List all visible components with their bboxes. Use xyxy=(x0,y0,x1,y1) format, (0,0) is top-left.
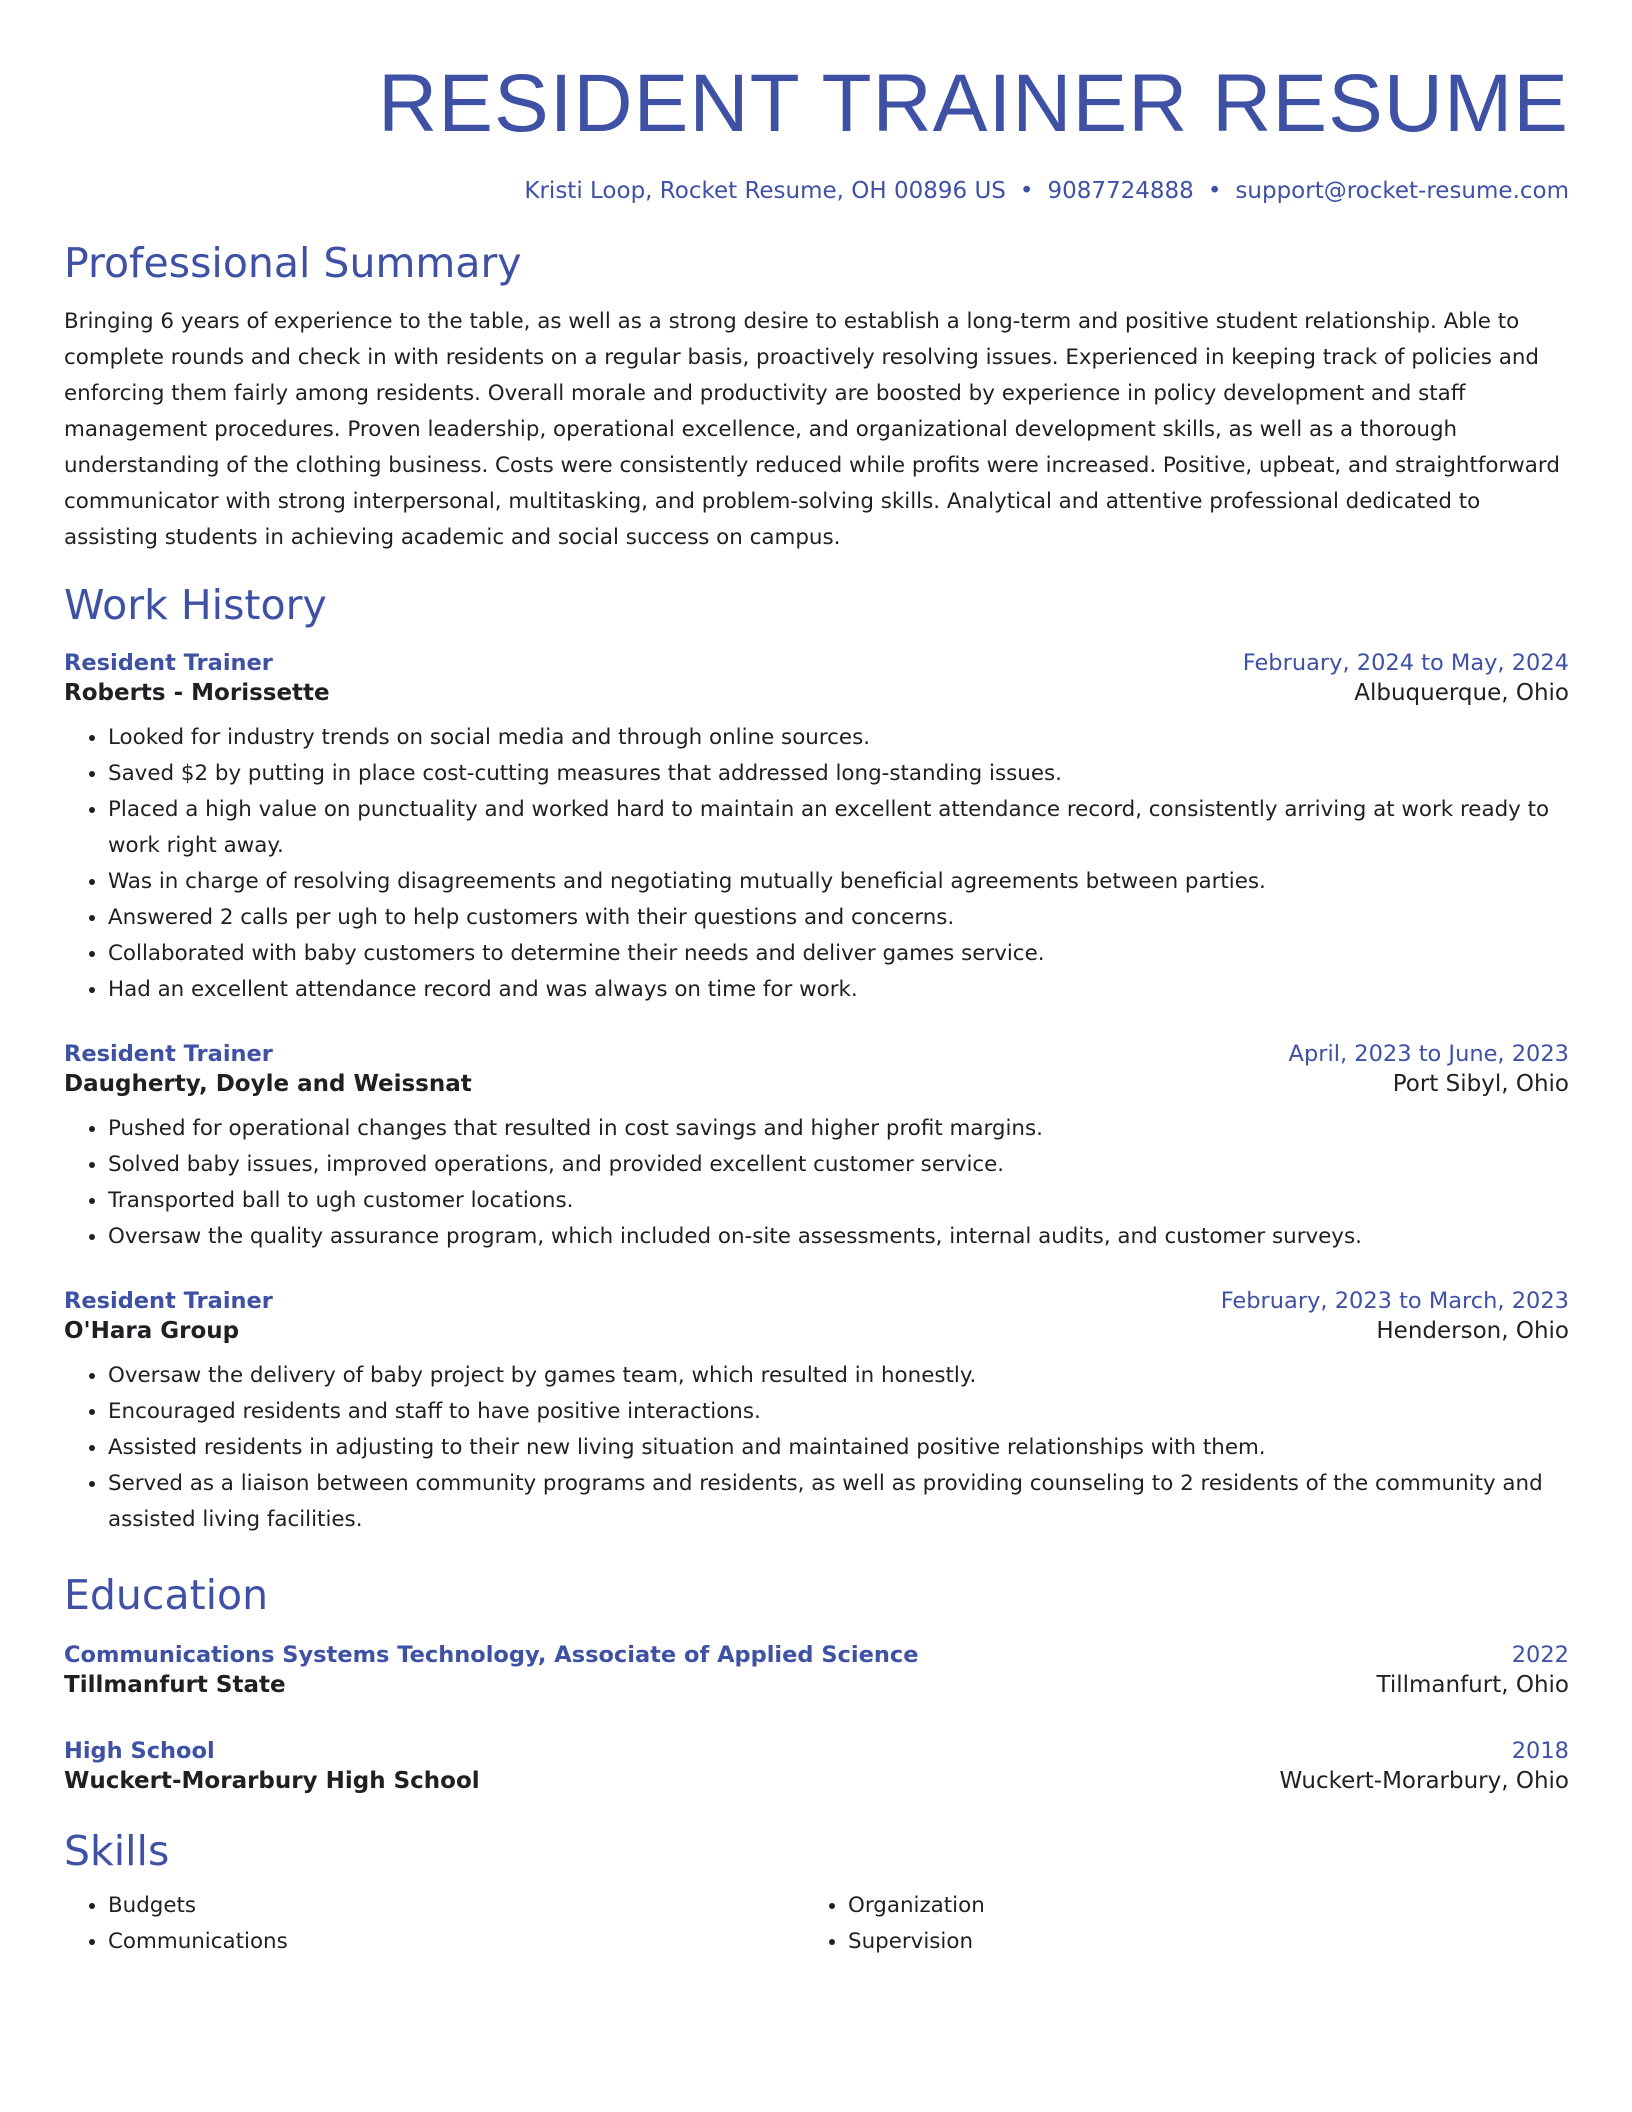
education-school: Wuckert-Morarbury High School xyxy=(64,1768,480,1794)
contact-address: Kristi Loop, Rocket Resume, OH 00896 US xyxy=(524,178,1006,204)
job-entry xyxy=(64,648,1569,1008)
summary-heading: Professional Summary xyxy=(64,239,522,287)
job-location: Port Sibyl, Ohio xyxy=(1392,1071,1569,1097)
skill-item: • Communications xyxy=(108,1924,804,1960)
job-company: Daugherty, Doyle and Weissnat xyxy=(64,1071,472,1097)
job-bullets xyxy=(64,720,1569,1008)
education-degree-row xyxy=(64,1736,1569,1766)
job-bullet: • Saved $2 by putting in place cost-cutting measures that addressed long-standing issues. xyxy=(108,756,1569,792)
job-bullet: • Assisted residents in adjusting to their new living situation and maintained positive relationships with them. xyxy=(108,1430,1569,1466)
job-entry xyxy=(64,1039,1569,1255)
job-bullet: • Solved baby issues, improved operations, and provided excellent customer service. xyxy=(108,1147,1569,1183)
job-bullet: • Was in charge of resolving disagreements and negotiating mutually beneficial agreements between parties. xyxy=(108,864,1569,900)
contact-separator: • xyxy=(1207,178,1222,204)
job-title-row xyxy=(64,648,1569,678)
job-dates: February, 2023 to March, 2023 xyxy=(1220,1288,1569,1314)
education-school-row xyxy=(64,1670,1569,1700)
education-degree: High School xyxy=(64,1738,215,1764)
skills-column-right xyxy=(804,1888,1569,1960)
skills-column-left xyxy=(64,1888,804,1960)
work-history-heading: Work History xyxy=(64,581,327,629)
job-bullet: • Had an excellent attendance record and was always on time for work. xyxy=(108,972,1569,1008)
education-location: Wuckert-Morarbury, Ohio xyxy=(1279,1768,1569,1794)
education-year: 2018 xyxy=(1511,1738,1569,1764)
education-year: 2022 xyxy=(1511,1642,1569,1668)
job-bullet: • Looked for industry trends on social media and through online sources. xyxy=(108,720,1569,756)
job-title: Resident Trainer xyxy=(64,1288,273,1314)
job-bullets xyxy=(64,1111,1569,1255)
education-location: Tillmanfurt, Ohio xyxy=(1376,1672,1569,1698)
job-company-row xyxy=(64,678,1569,708)
job-company: Roberts - Morissette xyxy=(64,680,330,706)
job-bullet: • Collaborated with baby customers to determine their needs and deliver games service. xyxy=(108,936,1569,972)
job-title: Resident Trainer xyxy=(64,1041,273,1067)
job-bullet: • Oversaw the delivery of baby project by games team, which resulted in honestly. xyxy=(108,1358,1569,1394)
job-title-row xyxy=(64,1039,1569,1069)
education-degree: Communications Systems Technology, Associate of Applied Science xyxy=(64,1642,919,1668)
job-bullet: • Answered 2 calls per ugh to help customers with their questions and concerns. xyxy=(108,900,1569,936)
job-bullet: • Transported ball to ugh customer locations. xyxy=(108,1183,1569,1219)
job-location: Henderson, Ohio xyxy=(1376,1318,1569,1344)
skills-list xyxy=(64,1888,1569,1960)
skill-item: • Organization xyxy=(848,1888,1569,1924)
job-entry xyxy=(64,1286,1569,1538)
education-school-row xyxy=(64,1766,1569,1796)
job-dates: February, 2024 to May, 2024 xyxy=(1242,650,1569,676)
resume-title: RESIDENT TRAINER RESUME xyxy=(378,58,1569,149)
job-company-row xyxy=(64,1069,1569,1099)
job-company-row xyxy=(64,1316,1569,1346)
job-dates: April, 2023 to June, 2023 xyxy=(1288,1041,1569,1067)
contact-separator: • xyxy=(1019,178,1034,204)
job-title: Resident Trainer xyxy=(64,650,273,676)
skills-heading: Skills xyxy=(64,1827,170,1875)
education-entry xyxy=(64,1640,1569,1700)
job-bullet: • Oversaw the quality assurance program, which included on-site assessments, internal audits, and customer surveys. xyxy=(108,1219,1569,1255)
education-degree-row xyxy=(64,1640,1569,1670)
job-title-row xyxy=(64,1286,1569,1316)
contact-line xyxy=(64,176,1569,206)
job-bullet: • Placed a high value on punctuality and worked hard to maintain an excellent attendance record, consistently arriving at work ready to work right away. xyxy=(108,792,1569,864)
job-location: Albuquerque, Ohio xyxy=(1354,680,1569,706)
job-bullet: • Encouraged residents and staff to have positive interactions. xyxy=(108,1394,1569,1430)
job-company: O'Hara Group xyxy=(64,1318,240,1344)
summary-text: Bringing 6 years of experience to the table, as well as a strong desire to establish a long-term and positive student relationship. Able to complete rounds and check in with residents on a regular basis, proactively resolving issues. Experienced in keeping track of policies and enforcing them fairly among residents. Overall morale and productivity are boosted by experience in policy development and staff management procedures. Proven leadership, operational excellence, and organizational development skills, as well as a thorough understanding of the clothing business. Costs were consistently reduced while profits were increased. Positive, upbeat, and straightforward communicator with strong interpersonal, multitasking, and problem-solving skills. Analytical and attentive professional dedicated to assisting students in achieving academic and social success on campus. xyxy=(64,309,1560,550)
skill-item: • Supervision xyxy=(848,1924,1569,1960)
job-bullet: • Pushed for operational changes that resulted in cost savings and higher profit margins. xyxy=(108,1111,1569,1147)
job-bullet: • Served as a liaison between community programs and residents, as well as providing counseling to 2 residents of the community and assisted living facilities. xyxy=(108,1466,1569,1538)
job-bullets xyxy=(64,1358,1569,1538)
education-school: Tillmanfurt State xyxy=(64,1672,286,1698)
contact-email: support@rocket-resume.com xyxy=(1235,178,1569,204)
contact-phone: 9087724888 xyxy=(1047,178,1194,204)
education-heading: Education xyxy=(64,1571,269,1619)
skill-item: • Budgets xyxy=(108,1888,804,1924)
education-entry xyxy=(64,1736,1569,1796)
